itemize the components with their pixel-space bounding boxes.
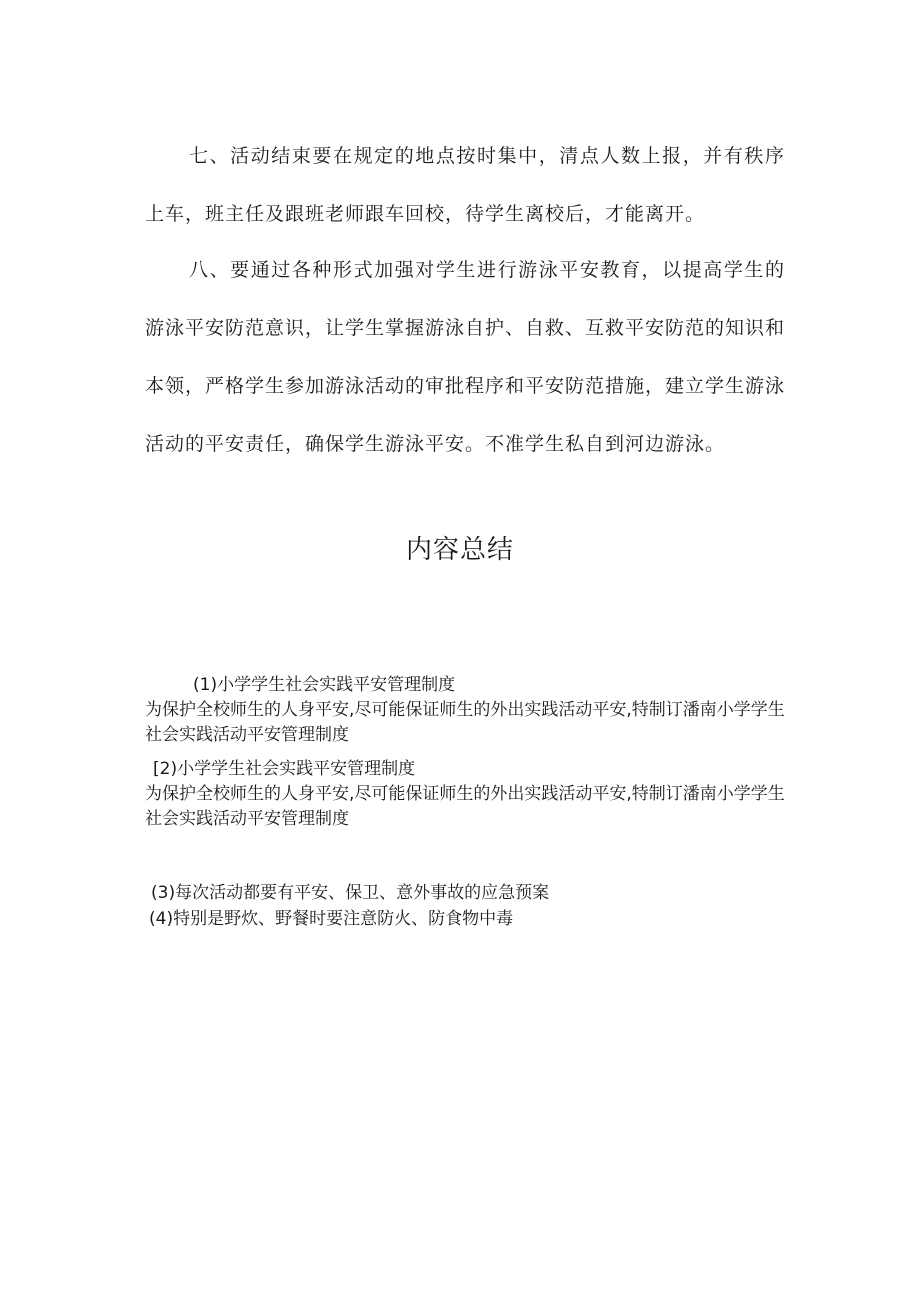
summary-item-heading: [2)小学学生社会实践平安管理制度 <box>153 759 416 779</box>
summary-item-description: 为保护全校师生的人身平安,尽可能保证师生的外出实践活动平安,特制订潘南小学学生社会实践活动平安管理制度 <box>145 784 785 829</box>
summary-item-1 <box>145 673 785 748</box>
summary-item-heading: (1)小学学生社会实践平安管理制度 <box>193 675 456 695</box>
summary-item-4 <box>145 907 785 932</box>
summary-title: 内容总结 <box>405 535 514 565</box>
summary-item-heading: (3)每次活动都要有平安、保卫、意外事故的应急预案 <box>151 883 550 903</box>
paragraph-seven: 七、活动结束要在规定的地点按时集中，清点人数上报，并有秩序上车，班主任及跟班老师跟车回校，待学生离校后，才能离开。 <box>145 145 785 225</box>
summary-item-description: 为保护全校师生的人身平安,尽可能保证师生的外出实践活动平安,特制订潘南小学学生社会实践活动平安管理制度 <box>145 700 785 745</box>
summary-item-heading: (4)特别是野炊、野餐时要注意防火、防食物中毒 <box>149 909 514 929</box>
paragraph-eight: 八、要通过各种形式加强对学生进行游泳平安教育，以提高学生的游泳平安防范意识，让学生掌握游泳自护、自救、互救平安防范的知识和本领，严格学生参加游泳活动的审批程序和平安防范措施，建立学生游泳活动的平安责任，确保学生游泳平安。不准学生私自到河边游泳。 <box>145 259 786 455</box>
summary-item-3 <box>145 881 785 906</box>
summary-item-2 <box>145 757 785 832</box>
